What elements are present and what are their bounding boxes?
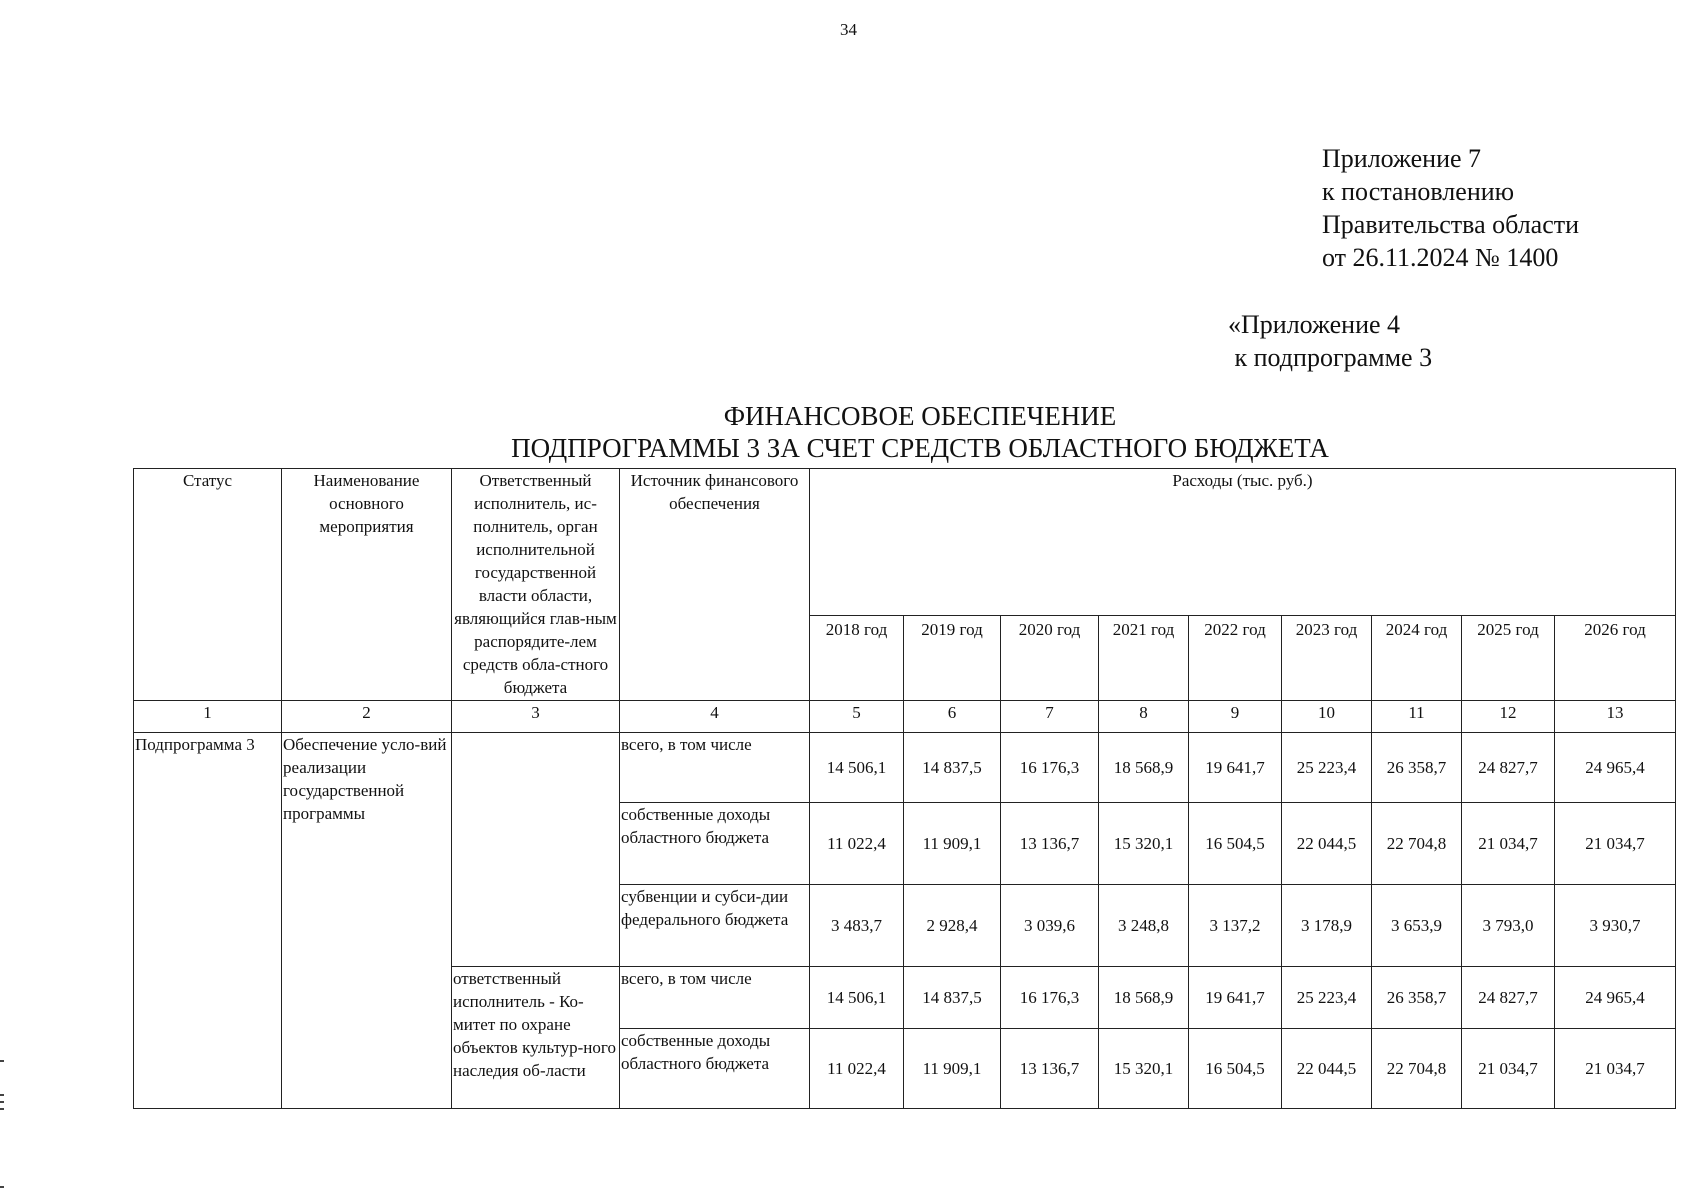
source-cell: собственные доходы областного бюджета	[620, 1029, 810, 1109]
margin-mark	[0, 1186, 4, 1188]
value-cell: 22 704,8	[1372, 803, 1462, 885]
responsible-executor-cell: ответственный исполнитель - Ко-митет по охране объектов культур-ного наследия об-ласти	[452, 967, 620, 1109]
appendix-7-line: к постановлению	[1322, 177, 1515, 206]
value-cell: 19 641,7	[1189, 967, 1282, 1029]
value-cell: 11 022,4	[810, 803, 904, 885]
value-cell: 24 965,4	[1555, 967, 1676, 1029]
column-number: 10	[1282, 701, 1372, 733]
column-number: 1	[134, 701, 282, 733]
value-cell: 11 909,1	[904, 1029, 1001, 1109]
value-cell: 16 176,3	[1001, 967, 1099, 1029]
value-cell: 24 827,7	[1462, 733, 1555, 803]
value-cell: 22 044,5	[1282, 1029, 1372, 1109]
margin-mark	[0, 1101, 4, 1103]
value-cell: 21 034,7	[1462, 803, 1555, 885]
value-cell: 25 223,4	[1282, 733, 1372, 803]
margin-mark	[0, 1060, 4, 1062]
value-cell: 14 506,1	[810, 733, 904, 803]
header-year: 2019 год	[904, 616, 1001, 701]
document-title	[400, 400, 1440, 464]
value-cell: 13 136,7	[1001, 803, 1099, 885]
page-number: 34	[840, 20, 857, 39]
value-cell: 3 137,2	[1189, 885, 1282, 967]
source-cell: собственные доходы областного бюджета	[620, 803, 810, 885]
status-cell: Подпрограмма 3	[134, 733, 282, 1109]
source-cell: субвенции и субси-дии федерального бюджета	[620, 885, 810, 967]
header-year: 2022 год	[1189, 616, 1282, 701]
header-event-name: Наименование основного мероприятия	[282, 469, 452, 701]
column-number: 6	[904, 701, 1001, 733]
header-year: 2023 год	[1282, 616, 1372, 701]
column-number: 5	[810, 701, 904, 733]
table-row	[134, 733, 1676, 803]
header-year: 2018 год	[810, 616, 904, 701]
value-cell: 3 039,6	[1001, 885, 1099, 967]
value-cell: 16 176,3	[1001, 733, 1099, 803]
appendix-7-line: Правительства области	[1322, 210, 1580, 239]
column-number: 13	[1555, 701, 1676, 733]
header-year: 2021 год	[1099, 616, 1189, 701]
document-title-line: ПОДПРОГРАММЫ 3 ЗА СЧЕТ СРЕДСТВ ОБЛАСТНОГО БЮДЖЕТА	[511, 433, 1329, 463]
column-number: 3	[452, 701, 620, 733]
header-year: 2025 год	[1462, 616, 1555, 701]
appendix-7-line: Приложение 7	[1322, 144, 1482, 173]
value-cell: 14 837,5	[904, 733, 1001, 803]
value-cell: 22 044,5	[1282, 803, 1372, 885]
value-cell: 18 568,9	[1099, 733, 1189, 803]
value-cell: 3 483,7	[810, 885, 904, 967]
value-cell: 14 506,1	[810, 967, 904, 1029]
margin-mark	[0, 1108, 4, 1110]
header-expenses: Расходы (тыс. руб.)	[810, 469, 1676, 616]
value-cell: 22 704,8	[1372, 1029, 1462, 1109]
value-cell: 16 504,5	[1189, 803, 1282, 885]
value-cell: 25 223,4	[1282, 967, 1372, 1029]
value-cell: 3 793,0	[1462, 885, 1555, 967]
value-cell: 26 358,7	[1372, 967, 1462, 1029]
column-number: 9	[1189, 701, 1282, 733]
value-cell: 3 248,8	[1099, 885, 1189, 967]
header-year: 2020 год	[1001, 616, 1099, 701]
value-cell: 24 827,7	[1462, 967, 1555, 1029]
column-number: 8	[1099, 701, 1189, 733]
responsible-empty-cell	[452, 733, 620, 967]
value-cell: 15 320,1	[1099, 1029, 1189, 1109]
header-source: Источник финансового обеспечения	[620, 469, 810, 701]
value-cell: 11 022,4	[810, 1029, 904, 1109]
value-cell: 26 358,7	[1372, 733, 1462, 803]
value-cell: 16 504,5	[1189, 1029, 1282, 1109]
appendix-7-block	[1322, 142, 1579, 274]
value-cell: 2 928,4	[904, 885, 1001, 967]
column-number: 4	[620, 701, 810, 733]
column-number: 2	[282, 701, 452, 733]
budget-table	[133, 468, 1676, 1109]
value-cell: 21 034,7	[1555, 803, 1676, 885]
value-cell: 11 909,1	[904, 803, 1001, 885]
event-name-cell: Обеспечение усло-вий реализации государственной программы	[282, 733, 452, 1109]
header-year: 2024 год	[1372, 616, 1462, 701]
value-cell: 3 178,9	[1282, 885, 1372, 967]
value-cell: 21 034,7	[1555, 1029, 1676, 1109]
header-status: Статус	[134, 469, 282, 701]
appendix-4-line: «Приложение 4	[1228, 310, 1401, 339]
source-cell: всего, в том числе	[620, 733, 810, 803]
value-cell: 3 653,9	[1372, 885, 1462, 967]
value-cell: 15 320,1	[1099, 803, 1189, 885]
value-cell: 3 930,7	[1555, 885, 1676, 967]
source-cell: всего, в том числе	[620, 967, 810, 1029]
value-cell: 21 034,7	[1462, 1029, 1555, 1109]
header-responsible: Ответственный исполнитель, ис-полнитель, орган исполнительной государственной власти области, являющийся глав-ным распорядите-лем средств обла-стного бюджета	[452, 469, 620, 701]
value-cell: 13 136,7	[1001, 1029, 1099, 1109]
column-number: 11	[1372, 701, 1462, 733]
value-cell: 24 965,4	[1555, 733, 1676, 803]
appendix-4-line: к подпрограмме 3	[1228, 343, 1433, 372]
margin-mark	[0, 1094, 4, 1096]
value-cell: 19 641,7	[1189, 733, 1282, 803]
value-cell: 18 568,9	[1099, 967, 1189, 1029]
header-year: 2026 год	[1555, 616, 1676, 701]
value-cell: 14 837,5	[904, 967, 1001, 1029]
appendix-4-block	[1228, 308, 1432, 374]
column-number: 12	[1462, 701, 1555, 733]
column-number: 7	[1001, 701, 1099, 733]
document-title-line: ФИНАНСОВОЕ ОБЕСПЕЧЕНИЕ	[723, 401, 1117, 431]
appendix-7-line: от 26.11.2024 № 1400	[1322, 243, 1559, 272]
